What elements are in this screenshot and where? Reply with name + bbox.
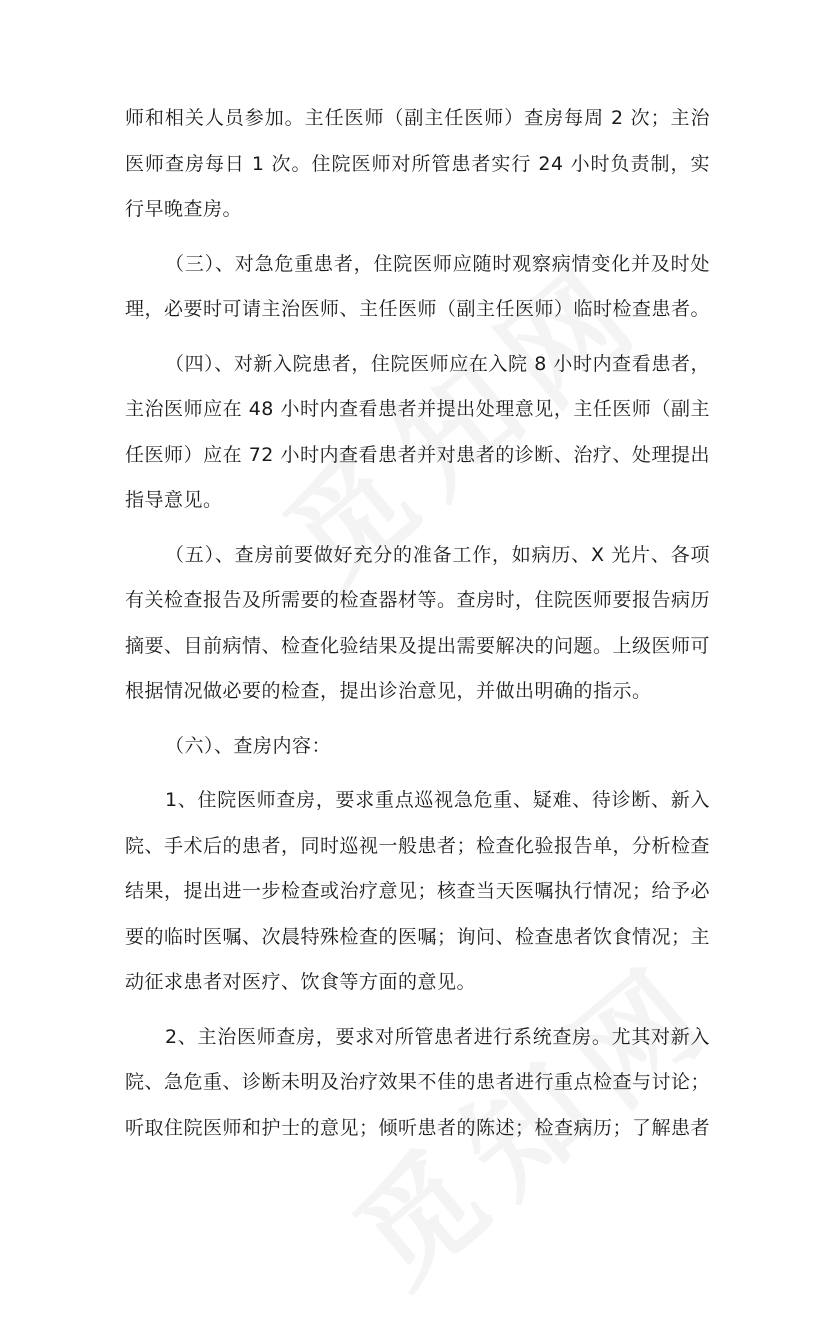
paragraph-section-4: （四）、对新入院患者，住院医师应在入院 8 小时内查看患者，主治医师应在 48 小时内查看患者并提出处理意见，主任医师（副主任医师）应在 72 小时内查看患者并对患者的诊断、治疗、处理提出指导意见。 (125, 352, 710, 511)
paragraph-section-5: （五）、查房前要做好充分的准备工作，如病历、X 光片、各项有关检查报告及所需要的检查器材等。查房时，住院医师要报告病历摘要、目前病情、检查化验结果及提出需要解决的问题。上级医师可根据情况做必要的检查，提出诊治意见，并做出明确的指示。 (125, 543, 711, 702)
paragraph-item-2: 2、主治医师查房，要求对所管患者进行系统查房。尤其对新入院、急危重、诊断未明及治疗效果不佳的患者进行重点检查与讨论；听取住院医师和护士的意见；倾听患者的陈述；检查病历；了解患者 (125, 1025, 711, 1139)
paragraph-rounds-frequency: 师和相关人员参加。主任医师（副主任医师）查房每周 2 次；主治医师查房每日 1 次。住院医师对所管患者实行 24 小时负责制，实行早晚查房。 (125, 107, 710, 220)
paragraph-section-6: （六）、查房内容： (165, 734, 332, 757)
paragraph-item-1: 1、住院医师查房，要求重点巡视急危重、疑难、待诊断、新入院、手术后的患者，同时巡视一般患者；检查化验报告单，分析检查结果，提出进一步检查或治疗意见；核查当天医嘱执行情况；给予必要的临时医嘱、次晨特殊检查的医嘱；询问、检查患者饮食情况；主动征求患者对医疗、饮食等方面的意见。 (125, 789, 711, 993)
document-body (125, 96, 710, 1160)
paragraph-section-3: （三）、对急危重患者，住院医师应随时观察病情变化并及时处理，必要时可请主治医师、主任医师（副主任医师）临时检查患者。 (125, 252, 711, 320)
